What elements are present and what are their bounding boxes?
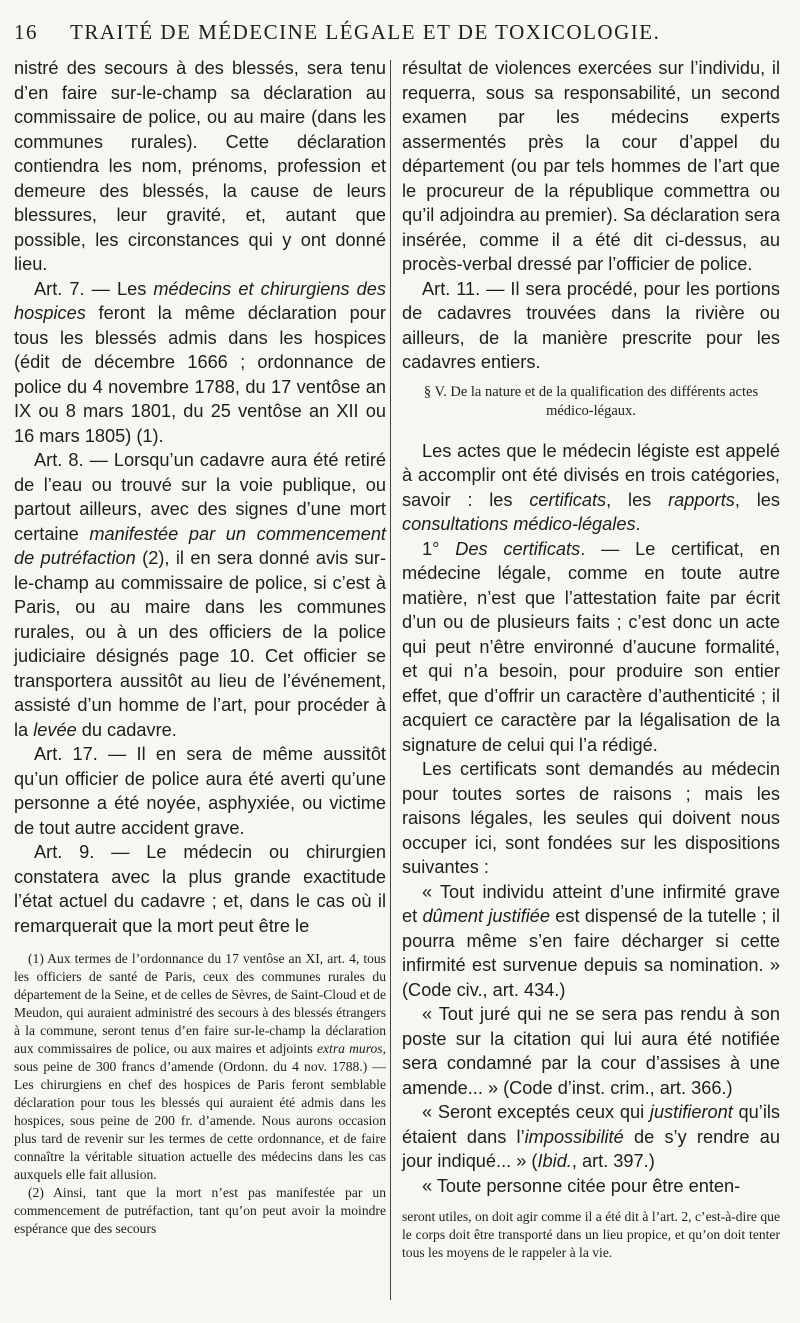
quote-jure: « Tout juré qui ne se sera pas rendu à son poste sur la citation qui lui aura été notifiée sera condamné par la cour d’assises à une amende... » (Code d’inst. crim., art. 366.) [402,1004,780,1098]
article-8: Art. 8. — Lorsqu’un cadavre aura été retiré de l’eau ou trouvé sur la voie publique, ou partout ailleurs, avec des signes d’une mort certaine manifestée par un commencement de putréfaction (2), il en sera donné avis sur-le-champ au commissaire de police, si c’est à Paris, ou au maire dans les communes rurales, ou à un des officiers de la police judiciaire désignés page 10. Cet officier se transportera aussitôt au lieu de l’événement, assisté d’un homme de l’art, pour procéder à la levée du cadavre. [14,450,386,740]
page-number: 16 [14,20,38,44]
paragraph-certificats: 1° Des certificats. — Le certificat, en médecine légale, comme en toute autre matière, n’est que l’attestation faite par écrit d’un ou de plusieurs faits ; c’est donc un acte qui peut n’être environné d’aucune formalité, et qui n’a besoin, pour produire son entier effet, que d’offrir un caractère d’authenticité ; il acquiert ce caractère par la légalisation de la signature de celui qui l’a rédigé. [402,538,780,755]
footnote-2: (2) Ainsi, tant que la mort n’est pas manifestée par un commencement de putréfaction, tant qu’on peut avoir la moindre espérance que des secours [14,1185,386,1236]
paragraph-categories: Les actes que le médecin légiste est appelé à accomplir ont été divisés en trois catégories, savoir : les certificats, les rapports, les consultations médico-légales. [402,440,780,534]
running-title: TRAITÉ DE MÉDECINE LÉGALE ET DE TOXICOLOGIE. [70,20,661,44]
left-column [14,56,386,1238]
quote-code-civil: « Tout individu atteint d’une infirmité grave et dûment justifiée est dispensé de la tutelle ; il pourra même s’en faire décharger si cette infirmité est survenue depuis sa nomination. » (Code civ., art. 434.) [402,881,780,1000]
footnote-2-continued: seront utiles, on doit agir comme il a été dit à l’art. 2, c’est-à-dire que le corps doit être transporté dans un lieu propice, et qu’on doit tenter tous les moyens de le rappeler à la vie. [402,1209,780,1260]
page-header [14,20,784,48]
article-7: Art. 7. — Les médecins et chirurgiens des hospices feront la même déclaration pour tous les blessés admis dans les hospices (édit de décembre 1666 ; ordonnance de police du 4 novembre 1788, du 17 ventôse an IX ou 8 mars 1801, du 25 ventôse an XII ou 16 mars 1805) (1). [14,278,386,446]
footnote-continuation [402,1208,780,1262]
quote-exceptes: « Seront exceptés ceux qui justifieront qu’ils étaient dans l’impossibilité de s’y rendre au jour indiqué... » (Ibid., art. 397.) [402,1102,781,1171]
article-11: Art. 11. — Il sera procédé, pour les portions de cadavres trouvées dans la rivière ou ailleurs, de la manière prescrite pour les cadavres entiers. [402,278,780,372]
column-divider [390,60,391,1300]
article-17: Art. 17. — Il en sera de même aussitôt qu’un officier de police aura été averti qu’une personne a été noyée, asphyxiée, ou victime de tout autre accident grave. [14,744,386,838]
article-9: Art. 9. — Le médecin ou chirurgien constatera avec la plus grande exactitude l’état actuel du cadavre ; et, dans le cas où il remarquerait que la mort peut être le [14,842,386,936]
paragraph-continuation: nistré des secours à des blessés, sera tenu d’en faire sur-le-champ sa déclaration au commissaire de police, ou au maire (dans les communes rurales). Cette déclaration contiendra les nom, prénoms, profession et demeure des blessés, la cause de leurs blessures, leur gravité, et, autant que possible, les circonstances qui y ont donné lieu. [14,58,386,274]
paragraph-continuation: résultat de violences exercées sur l’individu, il requerra, sous sa responsabilité, un second examen par les médecins experts assermentés près la cour d’appel du département (ou par tels hommes de l’art que le procureur de la république commettra ou qu’il adjoindra au premier). Sa déclaration sera insérée, comme il a été dit ci-dessus, au procès-verbal dressé par l’officier de police. [402,58,780,274]
footnotes [14,950,386,1238]
right-column [402,56,780,1262]
quote-personne-citee: « Toute personne citée pour être enten- [422,1175,741,1196]
section-heading: § V. De la nature et de la qualification des différents actes médico-légaux. [423,383,759,419]
paragraph-raisons: Les certificats sont demandés au médecin pour toutes sortes de raisons ; mais les raisons légales, les seules qui doivent nous occuper ici, sont fondées sur les dispositions suivantes : [402,759,780,877]
footnote-1: (1) Aux termes de l’ordonnance du 17 ventôse an XI, art. 4, tous les officiers de santé de Paris, ceux des communes rurales du département de la Seine, et de celles de Sèvres, de Saint-Cloud et de Meudon, qui auraient administré des secours à des blessés étrangers à la commune, seront tenus d’en faire sur-le-champ la déclaration aux commissaires de police, ou aux maires et adjoints extra muros, sous peine de 300 francs d’amende (Ordonn. du 4 nov. 1788.) — Les chirurgiens en chef des hospices de Paris feront semblable déclaration pour tous les blessés qui auraient été admis dans les hospices, sous peine de 200 fr. d’amende. Nous aurons occasion plus tard de revenir sur les termes de cette ordonnance, et de faire connaître la véritable situation actuelle des médecins dans les cas auxquels elle fait allusion. [14,951,386,1182]
